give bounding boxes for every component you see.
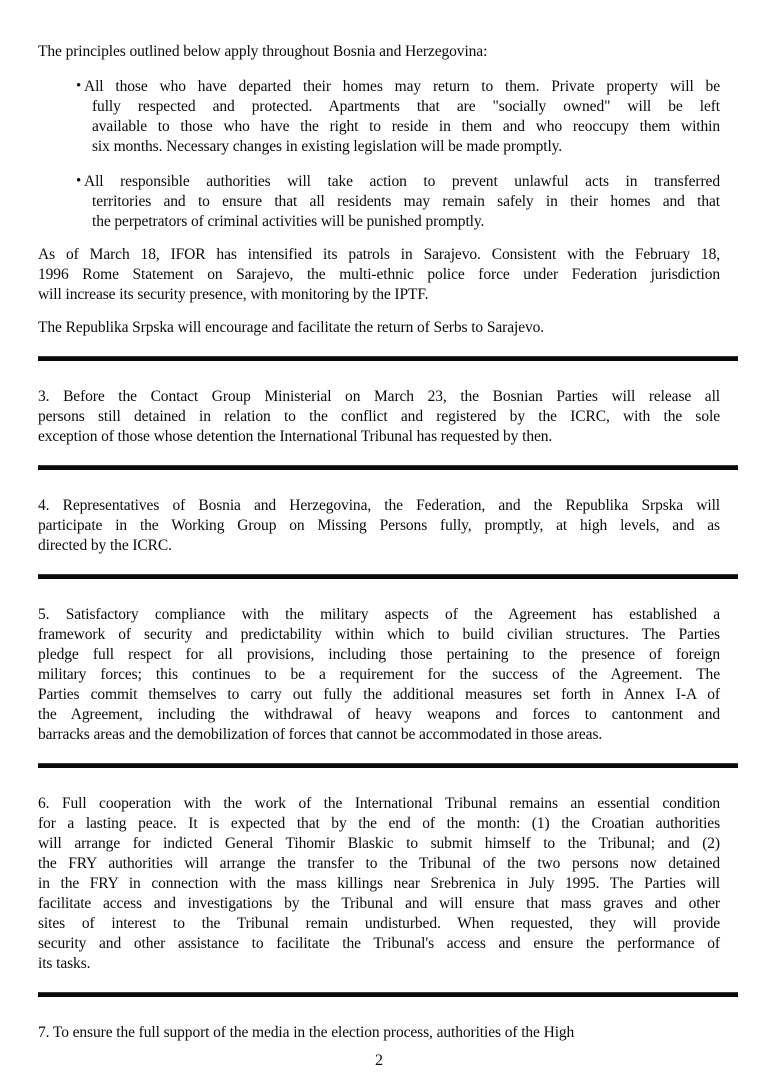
- text-line: participate in the Working Group on Missing Persons fully, promptly, at high levels, and as: [38, 517, 720, 534]
- text-line: 6. Full cooperation with the work of the International Tribunal remains an essential condition: [38, 795, 720, 812]
- text-line: the FRY authorities will arrange the transfer to the Tribunal of the two persons now detained: [38, 855, 720, 872]
- text-line: the perpetrators of criminal activities will be punished promptly.: [92, 213, 485, 230]
- text-line: framework of security and predictability within which to build civilian structures. The Parties: [38, 626, 720, 643]
- divider-4: [38, 763, 738, 768]
- text-line: its tasks.: [38, 955, 91, 972]
- text-line: security and other assistance to facilitate the Tribunal's access and ensure the performance of: [38, 935, 720, 952]
- paragraph-ifor-patrols: [38, 245, 720, 305]
- text-line: 4. Representatives of Bosnia and Herzegovina, the Federation, and the Republika Srpska will: [38, 497, 720, 514]
- text-line: The Republika Srpska will encourage and facilitate the return of Serbs to Sarajevo.: [38, 319, 545, 336]
- text-line: persons still detained in relation to the conflict and registered by the ICRC, with the sole: [38, 408, 720, 425]
- paragraph-item-5: [38, 605, 720, 745]
- text-line: for a lasting peace. It is expected that by the end of the month: (1) the Croatian authorities: [38, 815, 720, 832]
- text-line: exception of those whose detention the International Tribunal has requested by then.: [38, 428, 553, 445]
- paragraph-item-4: [38, 496, 720, 556]
- text-line: 5. Satisfactory compliance with the military aspects of the Agreement has established a: [38, 606, 720, 623]
- text-line: in the FRY in connection with the mass killings near Srebrenica in July 1995. The Parties will: [38, 875, 720, 892]
- text-line: 3. Before the Contact Group Ministerial on March 23, the Bosnian Parties will release all: [38, 388, 720, 405]
- text-line: pledge full respect for all provisions, including those pertaining to the presence of foreign: [38, 646, 720, 663]
- document-body: [38, 42, 720, 1043]
- text-line: All those who have departed their homes may return to them. Private property will be: [84, 78, 720, 95]
- text-line: available to those who have the right to reside in them and who reoccupy them within: [92, 118, 720, 135]
- text-line: sites of interest to the Tribunal remain undisturbed. When requested, they will provide: [38, 915, 720, 932]
- text-line: the Agreement, including the withdrawal of heavy weapons and forces to cantonment and: [38, 706, 720, 723]
- text-line: barracks areas and the demobilization of forces that cannot be accommodated in those areas.: [38, 726, 603, 743]
- intro-paragraph: [38, 42, 720, 62]
- text-line: 1996 Rome Statement on Sarajevo, the multi-ethnic police force under Federation jurisdiction: [38, 266, 720, 283]
- text-line: territories and to ensure that all residents may remain safely in their homes and that: [92, 193, 720, 210]
- text-line: fully respected and protected. Apartments that are "socially owned" will be left: [92, 98, 720, 115]
- text-line: will increase its security presence, with monitoring by the IPTF.: [38, 286, 429, 303]
- text-line: directed by the ICRC.: [38, 537, 172, 554]
- bullet-returns: [38, 77, 720, 157]
- text-line: 7. To ensure the full support of the media in the election process, authorities of the High: [38, 1024, 575, 1041]
- text-line: All responsible authorities will take action to prevent unlawful acts in transferred: [84, 173, 720, 190]
- paragraph-item-7: [38, 1023, 720, 1043]
- divider-3: [38, 574, 738, 579]
- divider-1: [38, 356, 738, 361]
- text-line: The principles outlined below apply throughout Bosnia and Herzegovina:: [38, 43, 488, 60]
- text-line: will arrange for indicted General Tihomir Blaskic to submit himself to the Tribunal; and (2): [38, 835, 720, 852]
- paragraph-item-6: [38, 794, 720, 974]
- bullet-icon: •: [76, 78, 82, 94]
- bullet-authorities: [38, 172, 720, 232]
- divider-2: [38, 465, 738, 470]
- page-number: 2: [375, 1052, 383, 1069]
- text-line: Parties commit themselves to carry out fully the additional measures set forth in Annex I-A of: [38, 686, 720, 703]
- paragraph-item-3: [38, 387, 720, 447]
- divider-5: [38, 992, 738, 997]
- bullet-icon: •: [76, 173, 82, 189]
- text-line: As of March 18, IFOR has intensified its patrols in Sarajevo. Consistent with the February 18,: [38, 246, 720, 263]
- paragraph-serb-return: [38, 318, 720, 338]
- text-line: six months. Necessary changes in existing legislation will be made promptly.: [92, 138, 563, 155]
- text-line: military forces; this continues to be a requirement for the success of the Agreement. The: [38, 666, 720, 683]
- text-line: facilitate access and investigations by the Tribunal and will ensure that mass graves and other: [38, 895, 720, 912]
